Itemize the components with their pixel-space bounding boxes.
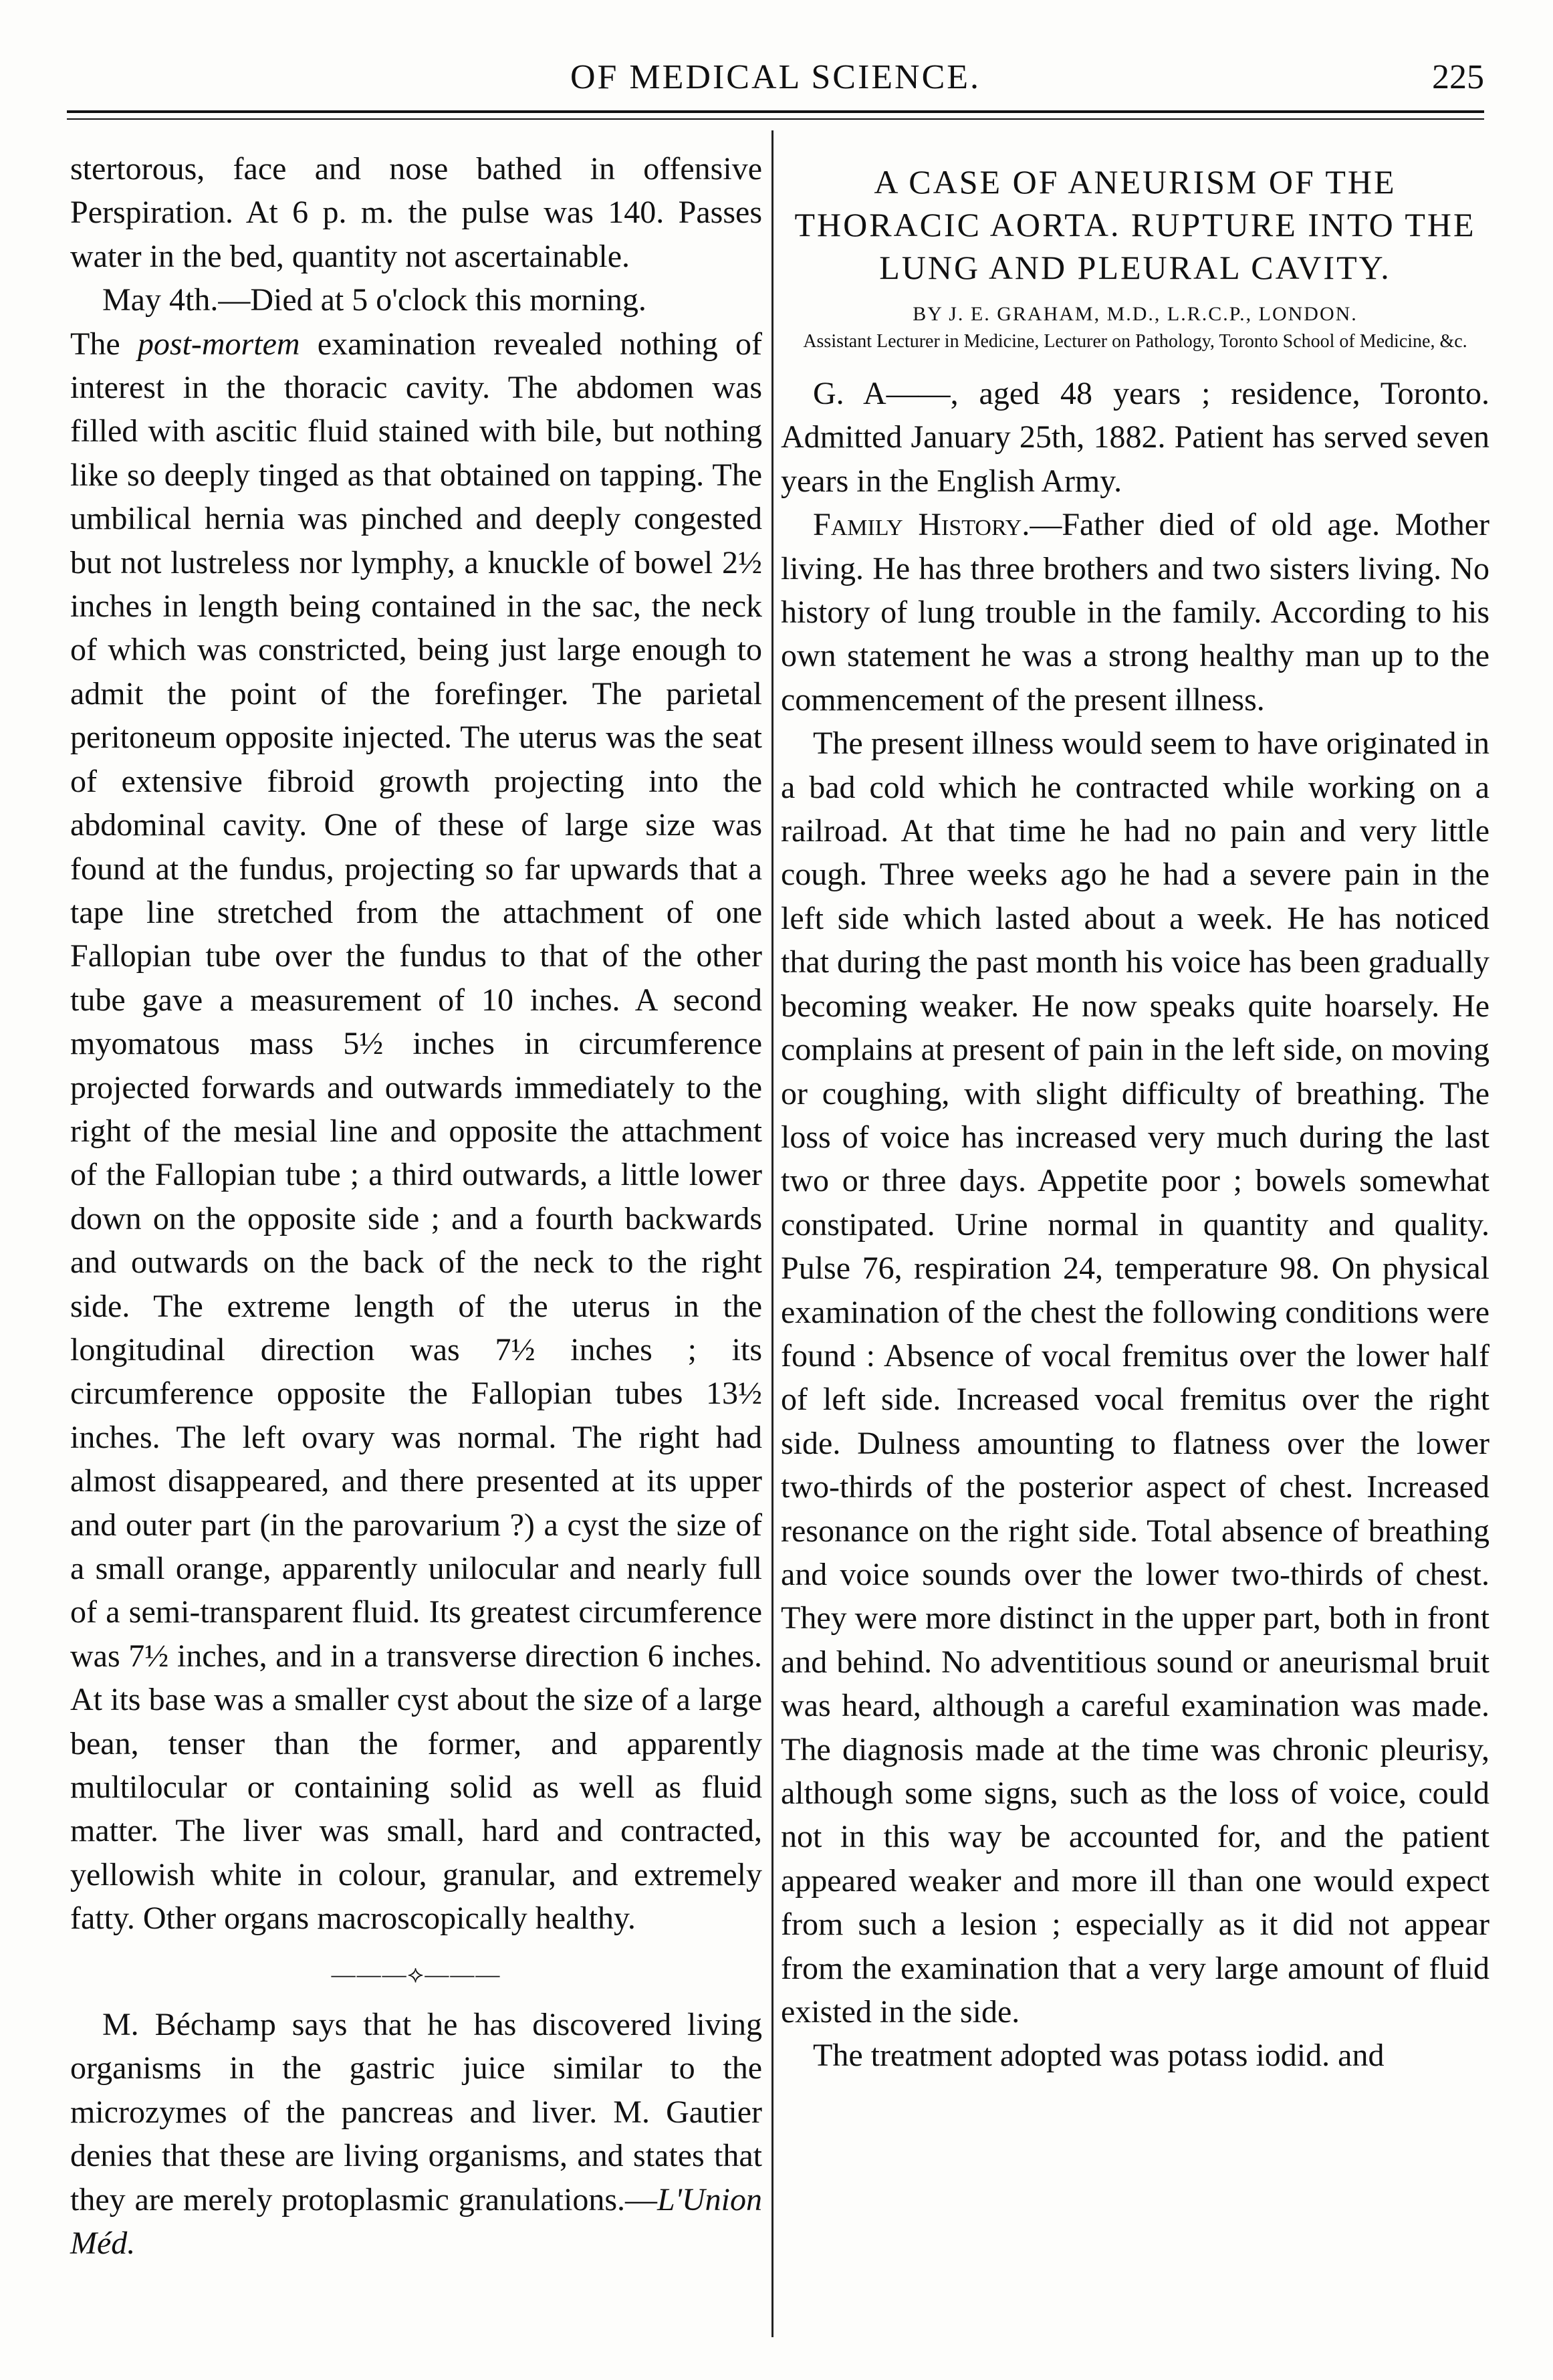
note-source: L'Union Méd. [70, 2181, 762, 2262]
page-number: 225 [1432, 58, 1484, 96]
right-column [781, 147, 1489, 2078]
note-paragraph [70, 2003, 762, 2265]
postmortem-italic: post-mortem [137, 326, 300, 362]
paragraph: stertorous, face and nose bathed in offensive Perspiration. At 6 p. m. the pulse was 140. Passes water in the bed, quantity not ascertainable. [70, 151, 762, 274]
byline: BY J. E. GRAHAM, M.D., L.R.C.P., LONDON. [913, 303, 1358, 325]
running-title: OF MEDICAL SCIENCE. [570, 58, 981, 96]
paragraph: The present illness would seem to have originated in a bad cold which he contracted while working on a railroad. At that time he had no pain and very little cough. Three weeks ago he had a severe pain in the left side which lasted about a week. He has noticed that during the past month his voice has been gradually becoming weaker. He now speaks quite hoarsely. He complains at present of pain in the left side, on moving or coughing, with slight difficulty of breathing. The loss of voice has increased very much during the last two or three days. Appetite poor ; bowels somewhat constipated. Urine normal in quantity and quality. Pulse 76, respiration 24, temperature 98. On physical examination of the chest the following conditions were found : Absence of vocal fremitus over the lower half of left side. Increased vocal fremitus over the right side. Dulness amounting to flatness over the lower two-thirds of the posterior aspect of chest. Increased resonance on the right side. Total absence of breathing and voice sounds over the lower two-thirds of chest. They were more distinct in the upper part, both in front and behind. No adventitious sound or aneurismal bruit was heard, although a careful examination was made. The diagnosis made at the time was chronic pleurisy, although some signs, such as the loss of voice, could not in this way be accounted for, and the patient appeared weaker and more ill than one would expect from such a lesion ; especially as it did not appear from the examination that a very large amount of fluid existed in the side. [781, 726, 1489, 2030]
family-history-label: Family History. [813, 507, 1030, 543]
intro-paragraph: G. A——, aged 48 years ; residence, Toronto. Admitted January 25th, 1882. Patient has served seven years in the English Army. [781, 376, 1489, 499]
postmortem-paragraph [70, 322, 762, 1941]
postmortem-prefix: The [70, 326, 138, 362]
author-affiliation: Assistant Lecturer in Medicine, Lecturer on Pathology, Toronto School of Medicine, &c. [803, 331, 1467, 352]
family-history-text: —Father died of old age. Mother living. He has three brothers and two sisters living. No history of lung trouble in the family. According to his own statement he was a strong healthy man up to the commencement of the present illness. [781, 507, 1490, 718]
header-rule [67, 110, 1484, 113]
paragraph: The treatment adopted was potass iodid. and [813, 2038, 1385, 2074]
column-divider [771, 130, 773, 2337]
header-rule-thin [67, 118, 1484, 120]
family-history-paragraph [781, 503, 1489, 722]
page-header [67, 53, 1484, 107]
paragraph: May 4th.—Died at 5 o'clock this morning. [102, 282, 646, 318]
article-title: A CASE OF ANEURISM OF THE THORACIC AORTA. RUPTURE INTO THE LUNG AND PLEURAL CAVITY. [794, 163, 1476, 286]
section-separator: ———⟡——— [331, 1960, 501, 1987]
news-note [70, 2003, 762, 2265]
note-text: M. Béchamp says that he has discovered living organisms in the gastric juice similar to the microzymes of the pancreas and liver. M. Gautier denies that these are living organisms, and states that they are merely protoplasmic granulations.— [70, 2007, 762, 2217]
left-column [70, 147, 762, 2266]
postmortem-text: examination revealed nothing of interest in the thoracic cavity. The abdomen was filled with ascitic fluid stained with bile, but nothing like so deeply tinged as that obtained on tapping. The umbilical hernia was pinched and deeply congested but not lustreless nor lymphy, a knuckle of bowel 2½ inches in length being contained in the sac, the neck of which was constricted, being just large enough to admit the point of the forefinger. The parietal peritoneum opposite injected. The uterus was the seat of extensive fibroid growth projecting into the abdominal cavity. One of these of large size was found at the fundus, projecting so far upwards that a tape line stretched from the attachment of one Fallopian tube over the fundus to that of the other tube gave a measurement of 10 inches. A second myomatous mass 5½ inches in circumference projected forwards and outwards immediately to the right of the mesial line and opposite the attachment of the Fallopian tube ; a third outwards, a little lower down on the opposite side ; and a fourth backwards and outwards on the back of the neck to the right side. The extreme length of the uterus in the longitudinal direction was 7½ inches ; its circumference opposite the Fallopian tubes 13½ inches. The left ovary was normal. The right had almost disappeared, and there presented at its upper and outer part (in the parovarium ?) a cyst the size of a small orange, apparently unilocular and nearly full of a semi-transparent fluid. Its greatest circumference was 7½ inches, and in a transverse direction 6 inches. At its base was a smaller cyst about the size of a large bean, tenser than the former, and apparently multilocular or containing solid as well as fluid matter. The liver was small, hard and contracted, yellowish white in colour, granular, and extremely fatty. Other organs macroscopically healthy. [70, 326, 763, 1937]
